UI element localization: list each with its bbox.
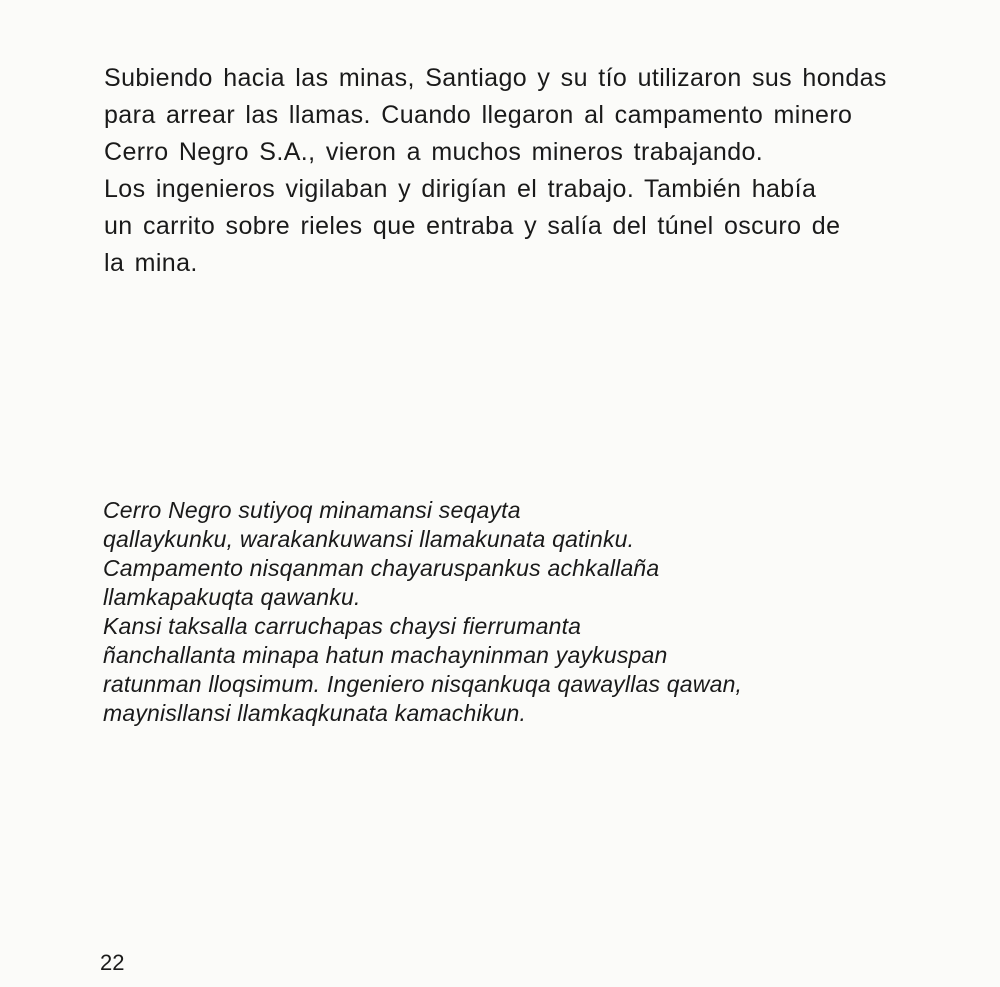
quechua-paragraph <box>103 496 742 728</box>
spanish-line: Subiendo hacia las minas, Santiago y su tío utilizaron sus hondas <box>104 64 887 92</box>
quechua-line: maynisllansi llamkaqkunata kamachikun. <box>103 700 527 726</box>
quechua-line: ñanchallanta minapa hatun machayninman yaykuspan <box>103 642 668 668</box>
quechua-line: Cerro Negro sutiyoq minamansi seqayta <box>103 497 521 523</box>
quechua-line: ratunman lloqsimum. Ingeniero nisqankuqa qawayllas qawan, <box>103 671 743 697</box>
quechua-line: qallaykunku, warakankuwansi llamakunata qatinku. <box>103 526 635 552</box>
quechua-line: llamkapakuqta qawanku. <box>103 584 361 610</box>
spanish-line: para arrear las llamas. Cuando llegaron al campamento minero <box>104 101 853 129</box>
spanish-paragraph <box>104 60 887 282</box>
page-number: 22 <box>100 950 125 975</box>
quechua-line: Kansi taksalla carruchapas chaysi fierrumanta <box>103 613 582 639</box>
spanish-line: Los ingenieros vigilaban y dirigían el trabajo. También había <box>104 175 817 203</box>
spanish-line: Cerro Negro S.A., vieron a muchos mineros trabajando. <box>104 138 764 166</box>
spanish-line: la mina. <box>104 249 198 277</box>
spanish-line: un carrito sobre rieles que entraba y salía del túnel oscuro de <box>104 212 841 240</box>
quechua-line: Campamento nisqanman chayaruspankus achkallaña <box>103 555 660 581</box>
